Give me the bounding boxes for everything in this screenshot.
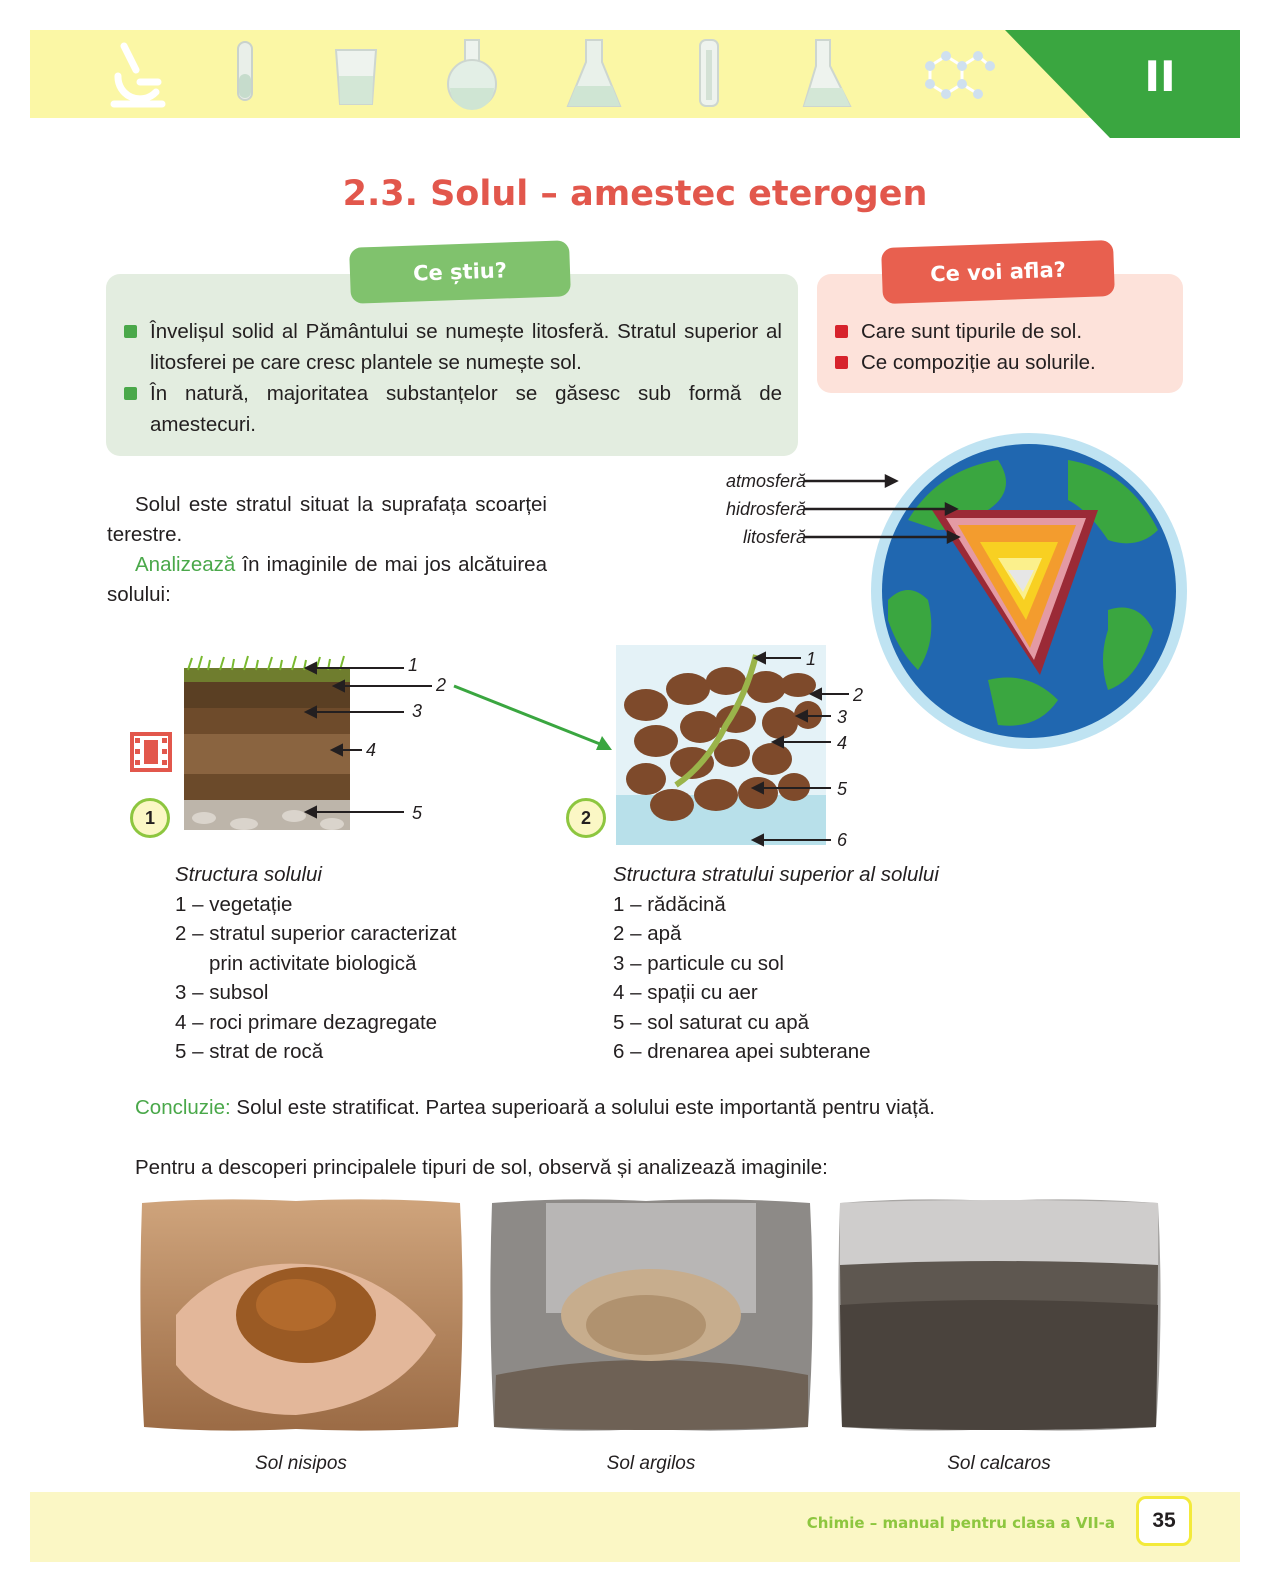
legend-item: 4 – roci primare dezagregate: [175, 1010, 438, 1034]
list-item: Ce compoziție au solurile.: [835, 347, 1175, 378]
legend-item: 1 – rădăcină: [613, 892, 726, 916]
figure-2-callout: 4: [837, 733, 848, 753]
chapter-tab: [1005, 30, 1240, 140]
intro-sentence-1: Solul este stratul situat la suprafața scoarței terestre.: [107, 493, 547, 546]
figure-2-callout: 3: [837, 707, 848, 727]
legend-item: prin activitate biologică: [209, 951, 417, 975]
zoom-arrow: [450, 680, 620, 756]
globe-label-lithosphere: litosferă: [742, 527, 806, 547]
legend-item: 1 – vegetație: [175, 892, 293, 916]
bullet-icon: [835, 356, 848, 369]
conclusion-text: Solul este stratificat. Partea superioară a solului este importantă pentru viață.: [230, 1096, 935, 1119]
intro-text: [107, 490, 547, 610]
sandy-soil-photo: [136, 1195, 466, 1435]
page-title: 2.3. Solul – amestec eterogen: [342, 174, 928, 214]
figure-1-callout: 4: [366, 740, 377, 760]
legend-item: 4 – spații cu aer: [613, 981, 758, 1004]
bullet-icon: [835, 325, 848, 338]
bullet-icon: [124, 387, 137, 400]
bullet-icon: [124, 325, 137, 338]
learn-list: [835, 316, 1175, 378]
conical-flask-icon: [796, 36, 856, 112]
page-number: 35: [1136, 1496, 1192, 1546]
clay-soil-photo: [486, 1195, 816, 1435]
legend-item: 6 – drenarea apei subterane: [613, 1040, 871, 1063]
photo-caption-clay: Sol argilos: [606, 1453, 696, 1474]
photo-caption-sandy: Sol nisipos: [255, 1453, 347, 1474]
erlenmeyer-flask-icon: [562, 36, 626, 112]
legend-item: 3 – subsol: [175, 981, 269, 1004]
figure-1-callout: 1: [408, 655, 419, 675]
figure-1-legend: [175, 860, 555, 1067]
intro-sentence-2: Analizează în imaginile de mai jos alcătuirea solului:: [107, 553, 547, 606]
figure-1-callout: 5: [412, 803, 423, 823]
figure-1-badge: 1: [130, 798, 170, 838]
molecule-icon: [916, 36, 996, 112]
thermometer-icon: [688, 36, 728, 112]
figure-2-legend: [613, 860, 1033, 1067]
globe-arrows: [800, 470, 980, 550]
learn-box-heading: Ce voi afla?: [881, 240, 1115, 304]
book-title: Chimie – manual pentru clasa a VII-a: [806, 1514, 1115, 1532]
legend-item: 5 – sol saturat cu apă: [613, 1010, 810, 1034]
list-item: În natură, majoritatea substanțelor se găsesc sub formă de amestecuri.: [124, 378, 782, 440]
figure-2-badge: 2: [566, 798, 606, 838]
globe-label-atmosphere: atmosferă: [725, 471, 806, 491]
list-item: Care sunt tipurile de sol.: [835, 316, 1175, 347]
photo-caption-calcareous: Sol calcaros: [947, 1453, 1051, 1474]
know-box-heading: Ce știu?: [349, 240, 571, 304]
legend-item: 5 – strat de rocă: [175, 1040, 324, 1063]
beaker-icon: [326, 36, 386, 112]
conclusion: [135, 1094, 1195, 1122]
figure-2-callout: 1: [806, 649, 817, 669]
globe-label-hydrosphere: hidrosferă: [725, 499, 806, 519]
header-icons: [90, 36, 990, 112]
conclusion-label: Concluzie:: [135, 1096, 231, 1119]
legend-item: 2 – apă: [613, 922, 682, 945]
chapter-number: II: [1144, 52, 1176, 101]
highlight-word: Analizează: [135, 553, 236, 576]
test-tube-icon: [226, 36, 266, 112]
know-list: [124, 316, 782, 440]
figure-2-callout: 5: [837, 779, 848, 799]
list-item: Învelișul solid al Pământului se numește litosferă. Stratul superior al litosferei pe care cresc plantele se numește sol.: [124, 316, 782, 378]
microscope-icon: [104, 36, 174, 112]
figure-2-callout: 6: [837, 830, 848, 850]
figure-2-caption: Structura stratului superior al solului: [613, 863, 939, 886]
calcareous-soil-photo: [834, 1195, 1164, 1435]
figure-1-callout: 2: [436, 675, 447, 695]
figure-1-callout: 3: [412, 701, 423, 721]
film-icon: [130, 732, 172, 772]
round-flask-icon: [440, 36, 504, 112]
legend-item: 2 – stratul superior caracterizat: [175, 922, 457, 945]
photos-prompt: Pentru a descoperi principalele tipuri de sol, observă și analizează imaginile:: [135, 1156, 828, 1179]
figure-1-caption: Structura solului: [175, 863, 322, 886]
figure-2-callout: 2: [853, 685, 864, 705]
legend-item: 3 – particule cu sol: [613, 951, 784, 975]
